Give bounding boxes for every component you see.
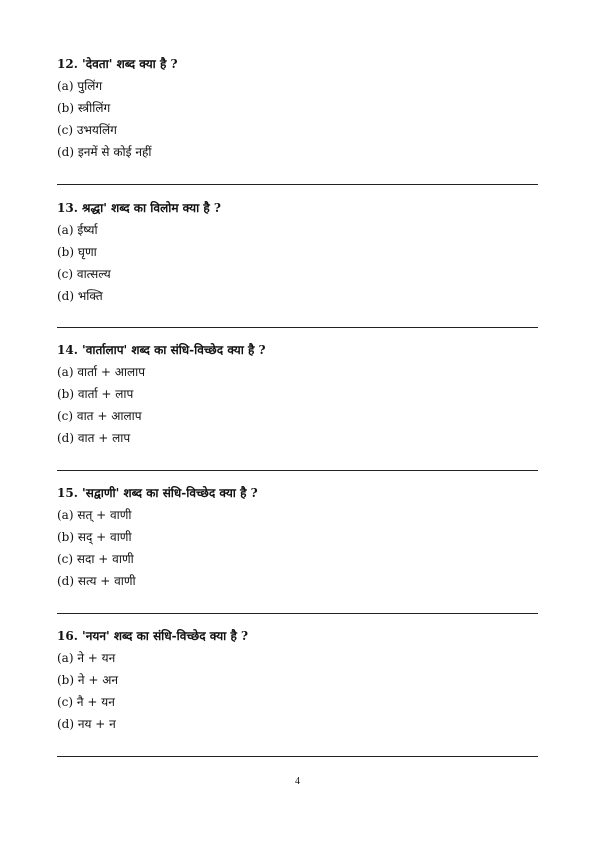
option-a: (a) वार्ता + आलाप xyxy=(57,365,146,379)
question-13 xyxy=(57,200,538,310)
option-b: (b) घृणा xyxy=(57,245,97,259)
option-d: (d) भक्ति xyxy=(57,289,103,303)
question-16 xyxy=(57,628,538,738)
option-a: (a) ने + यन xyxy=(57,651,116,665)
option-b: (b) स्त्रीलिंग xyxy=(57,101,111,115)
question-title: 13. श्रद्धा' शब्द का विलोम क्या है ? xyxy=(57,201,221,215)
option-c: (c) वात्सल्य xyxy=(57,267,111,281)
option-c: (c) वात + आलाप xyxy=(57,409,142,423)
page-number: 4 xyxy=(295,776,300,787)
question-title: 15. 'सद्वाणी' शब्द का संधि-विच्छेद क्या है ? xyxy=(57,486,258,500)
option-b: (b) सद् + वाणी xyxy=(57,530,132,544)
option-d: (d) नय + न xyxy=(57,717,116,731)
option-d: (d) इनमें से कोई नहीं xyxy=(57,145,152,159)
question-title: 14. 'वार्तालाप' शब्द का संधि-विच्छेद क्या है ? xyxy=(57,343,266,357)
section-divider xyxy=(57,327,538,328)
section-divider xyxy=(57,184,538,185)
option-c: (c) नै + यन xyxy=(57,695,115,709)
option-d: (d) सत्य + वाणी xyxy=(57,574,136,588)
question-12 xyxy=(57,56,538,166)
option-b: (b) ने + अन xyxy=(57,673,119,687)
question-title: 16. 'नयन' शब्द का संधि-विच्छेद क्या है ? xyxy=(57,629,249,643)
section-divider xyxy=(57,756,538,757)
question-15 xyxy=(57,485,538,595)
option-d: (d) वात + लाप xyxy=(57,431,131,445)
option-c: (c) सदा + वाणी xyxy=(57,552,134,566)
question-14 xyxy=(57,342,538,452)
section-divider xyxy=(57,613,538,614)
option-c: (c) उभयलिंग xyxy=(57,123,117,137)
option-a: (a) ईर्ष्या xyxy=(57,223,98,237)
section-divider xyxy=(57,470,538,471)
option-b: (b) वार्ता + लाप xyxy=(57,387,134,401)
option-a: (a) सत् + वाणी xyxy=(57,508,132,522)
question-title: 12. 'देवता' शब्द क्या है ? xyxy=(57,57,178,71)
option-a: (a) पुलिंग xyxy=(57,79,103,93)
